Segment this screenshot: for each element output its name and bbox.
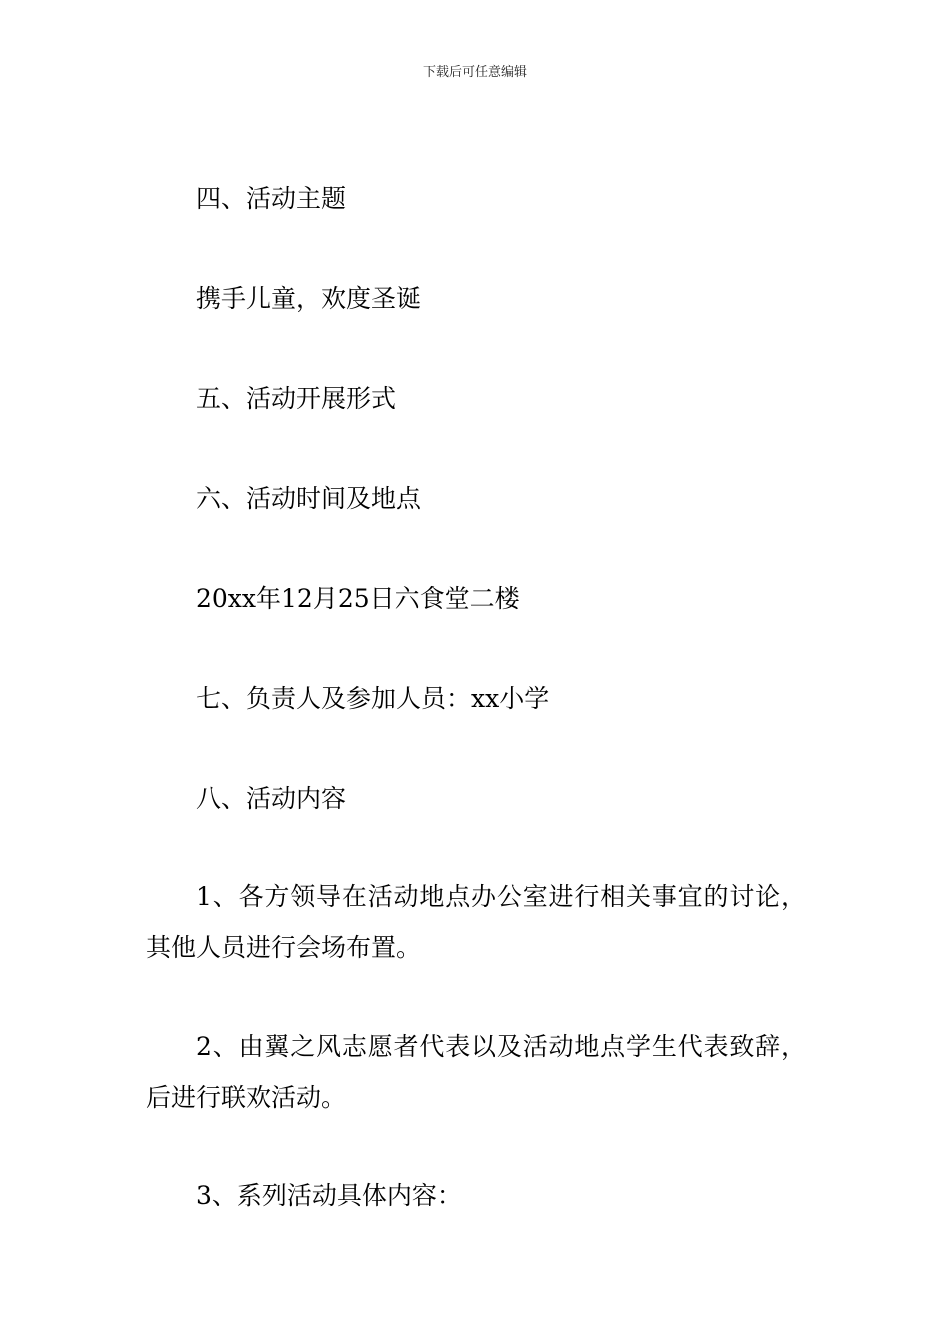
heading-activity-content: 八、活动内容	[196, 784, 347, 813]
heading-responsible-participants: 七、负责人及参加人员：xx小学	[196, 684, 550, 713]
heading-time-place: 六、活动时间及地点	[196, 484, 422, 513]
activity-theme-text: 携手儿童，欢度圣诞	[196, 284, 422, 313]
content-item-3: 3、系列活动具体内容：	[196, 1181, 462, 1210]
page-header: 下载后可任意编辑	[422, 65, 527, 80]
heading-activity-theme: 四、活动主题	[196, 184, 347, 213]
content-item-2: 2、由翼之风志愿者代表以及活动地点学生代表致辞，后进行联欢活动。	[146, 1032, 806, 1112]
time-place-text: 20xx年12月25日六食堂二楼	[196, 584, 520, 613]
heading-activity-format: 五、活动开展形式	[196, 384, 397, 413]
content-item-1: 1、各方领导在活动地点办公室进行相关事宜的讨论，其他人员进行会场布置。	[146, 882, 806, 962]
